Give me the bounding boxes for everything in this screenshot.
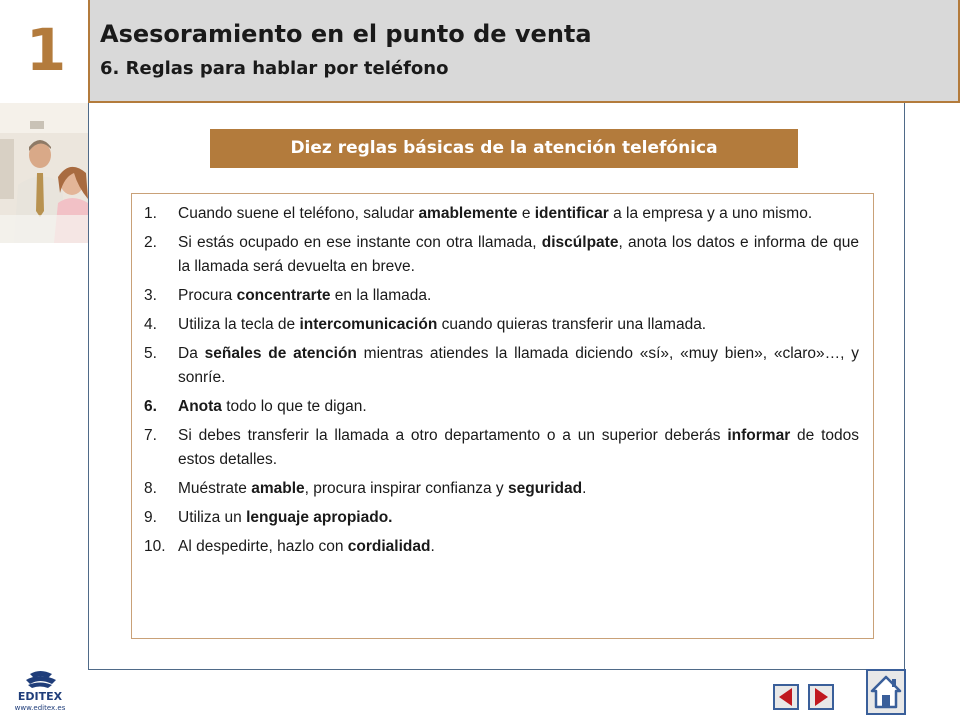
emphasis-text: amablemente: [418, 205, 518, 222]
list-item-text: [178, 342, 859, 390]
list-item-text: [178, 313, 859, 337]
plain-text: Si estás ocupado en ese instante con otra llamada,: [178, 234, 542, 251]
list-item: [144, 284, 859, 308]
list-item-text: [178, 202, 859, 226]
plain-text: Al despedirte, hazlo con: [178, 538, 348, 555]
list-item-number: 5.: [144, 345, 157, 362]
emphasis-text: seguridad: [507, 480, 583, 497]
list-item-text: [178, 477, 859, 501]
emphasis-text: lenguaje apropiado.: [246, 509, 393, 526]
plain-text: , anota los datos e informa de que la llamada será devuelta en breve.: [178, 234, 859, 275]
logo-url: www.editex.es: [14, 704, 66, 712]
list-item: [144, 424, 859, 472]
list-item-number: 6.: [144, 398, 157, 415]
emphasis-text: señales de atención: [204, 345, 357, 362]
list-item-number: 3.: [144, 287, 157, 304]
list-item-number: 8.: [144, 480, 157, 497]
list-item: [144, 506, 859, 530]
plain-text: a la empresa y a uno mismo.: [608, 205, 813, 222]
plain-text: .: [430, 538, 435, 555]
emphasis-text: discúlpate: [541, 234, 619, 251]
emphasis-text: amable: [251, 480, 305, 497]
next-arrow-icon: [810, 686, 832, 708]
next-button[interactable]: [808, 684, 834, 710]
list-item-number: 10.: [144, 538, 166, 555]
list-item-text: [178, 284, 859, 308]
list-item-number: 2.: [144, 234, 157, 251]
list-item-number: 1.: [144, 205, 157, 222]
plain-text: en la llamada.: [330, 287, 432, 304]
plain-text: , procura inspirar confianza y: [304, 480, 508, 497]
plain-text: mientras atiendes la llamada diciendo «sí», «muy bien», «claro»…, y sonríe.: [178, 345, 860, 386]
list-item-text: [178, 395, 859, 419]
plain-text: todo lo que te digan.: [221, 398, 367, 415]
plain-text: Utiliza la tecla de: [178, 316, 300, 333]
logo-text: EDITEX: [17, 690, 63, 703]
plain-text: de todos estos detalles.: [178, 427, 859, 468]
list-item: [144, 231, 859, 279]
list-item-text: [178, 424, 859, 472]
section-banner: Diez reglas básicas de la atención telefónica: [210, 129, 798, 168]
plain-text: Utiliza un: [178, 509, 247, 526]
page-title: Asesoramiento en el punto de venta: [100, 20, 592, 48]
list-item-number: 7.: [144, 427, 157, 444]
list-item-number: 9.: [144, 509, 157, 526]
home-button[interactable]: [866, 669, 906, 715]
previous-arrow-icon: [775, 686, 797, 708]
list-item-text: [178, 231, 859, 279]
emphasis-text: identificar: [534, 205, 609, 222]
emphasis-text: intercomunicación: [299, 316, 438, 333]
emphasis-text: Anota: [178, 398, 222, 415]
header-box: [88, 0, 960, 103]
plain-text: Muéstrate: [178, 480, 252, 497]
list-item: [144, 535, 859, 559]
list-item-text: [178, 506, 859, 530]
home-icon: [868, 671, 904, 713]
rules-list: [131, 193, 874, 639]
plain-text: e: [517, 205, 535, 222]
list-item: [144, 313, 859, 337]
emphasis-text: informar: [727, 427, 791, 444]
plain-text: Si debes transferir la llamada a otro departamento o a un superior deberás: [178, 427, 728, 444]
page-subtitle: 6. Reglas para hablar por teléfono: [100, 58, 449, 79]
list-item-text: [178, 535, 859, 559]
plain-text: .: [582, 480, 587, 497]
chapter-number: 1: [25, 16, 67, 84]
emphasis-text: concentrarte: [236, 287, 331, 304]
list-item: [144, 395, 859, 419]
plain-text: cuando quieras transferir una llamada.: [437, 316, 707, 333]
list-item-number: 4.: [144, 316, 157, 333]
plain-text: Da: [178, 345, 205, 362]
people-photo: [0, 103, 88, 243]
list-item: [144, 342, 859, 390]
list-item: [144, 202, 859, 226]
emphasis-text: cordialidad: [347, 538, 431, 555]
plain-text: Procura: [178, 287, 237, 304]
list-item: [144, 477, 859, 501]
plain-text: Cuando suene el teléfono, saludar: [178, 205, 419, 222]
previous-button[interactable]: [773, 684, 799, 710]
